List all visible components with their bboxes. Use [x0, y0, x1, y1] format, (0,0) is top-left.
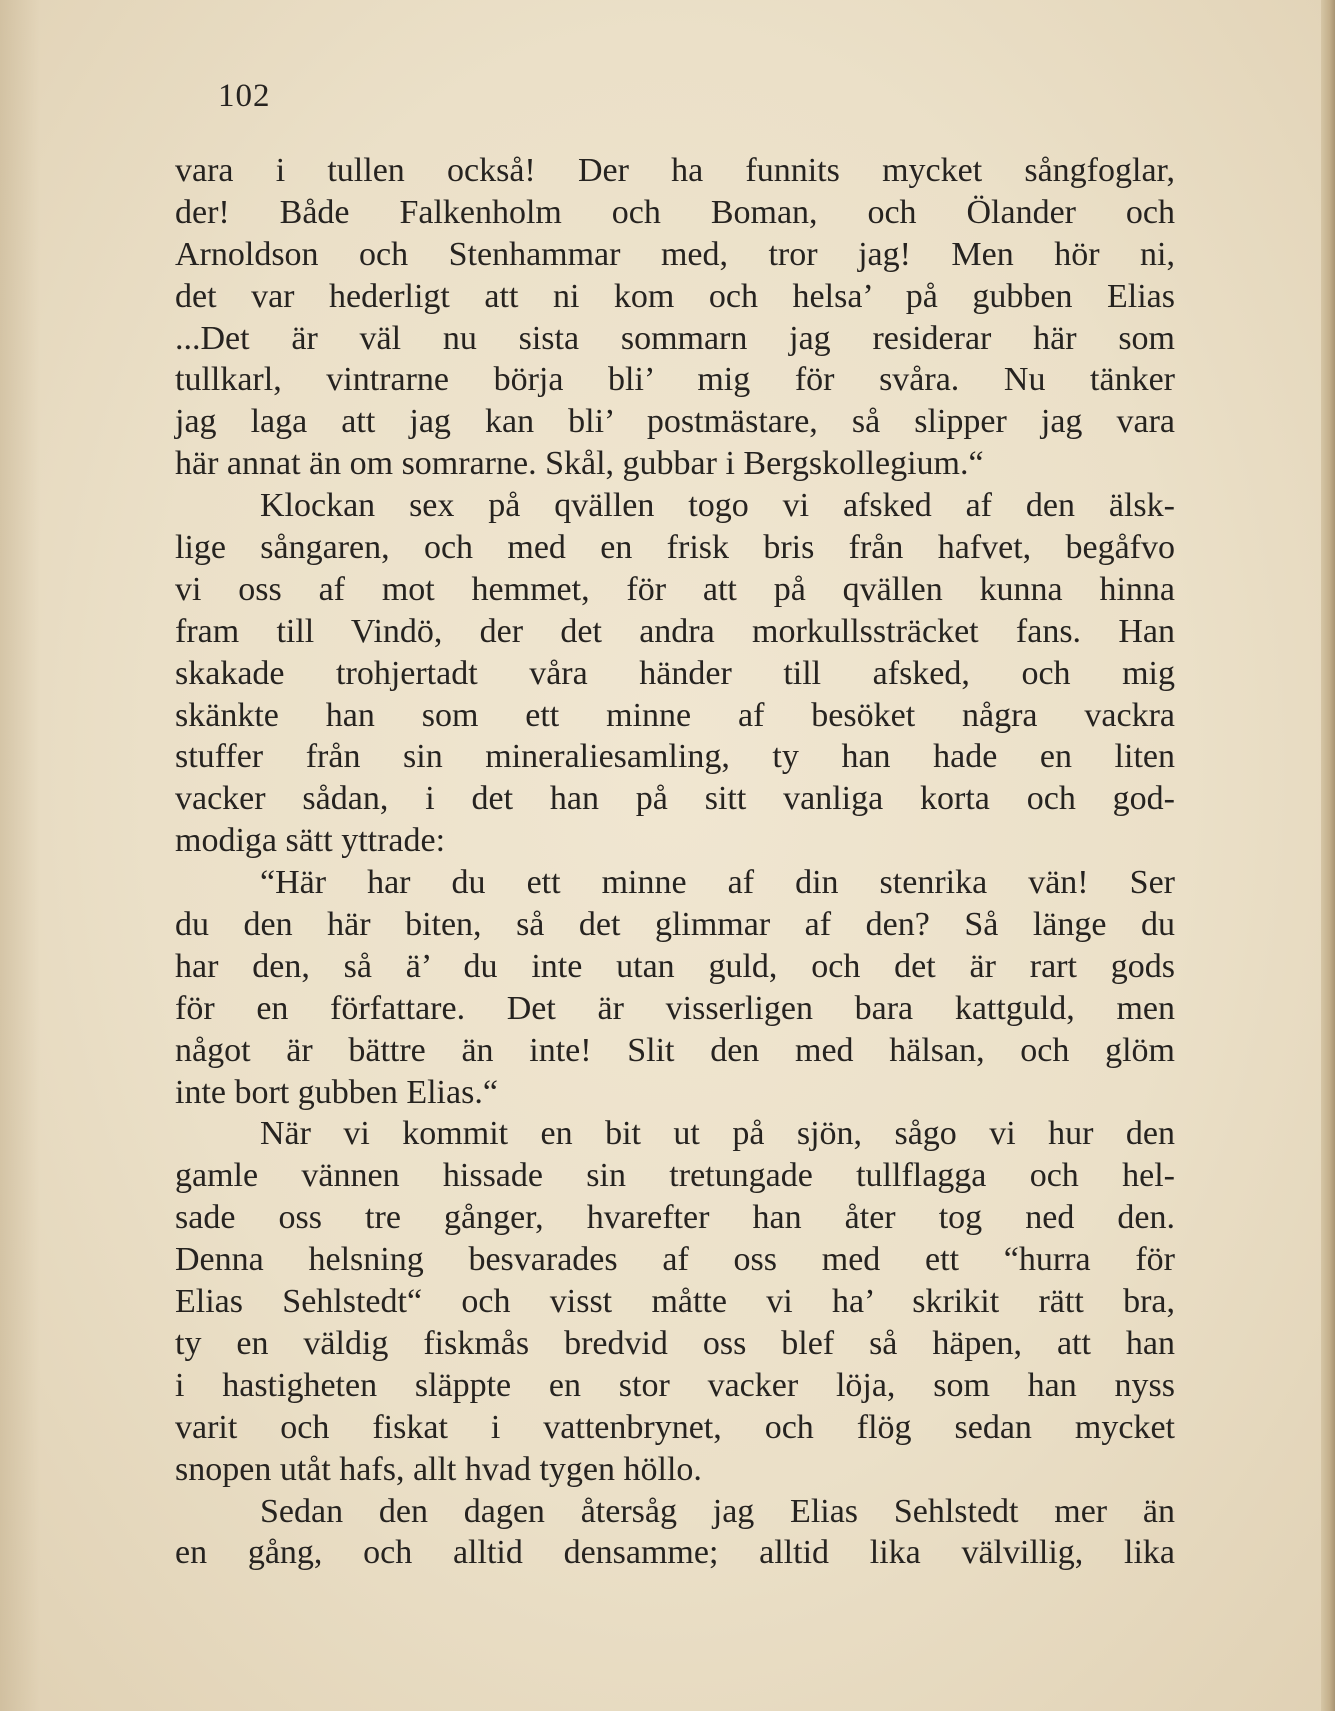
text-line: fram till Vindö, der det andra morkullssträcket fans. Han — [175, 612, 1175, 650]
page-edge — [1321, 0, 1335, 1711]
text-line: vi oss af mot hemmet, för att på qvällen kunna hinna — [175, 570, 1175, 608]
text-line: inte bort gubben Elias.“ — [175, 1073, 498, 1111]
text-line: tullkarl, vintrarne börja bli’ mig för svåra. Nu tänker — [175, 361, 1175, 399]
text-line: för en författare. Det är visserligen bara kattguld, men — [175, 989, 1175, 1027]
text-line: ...Det är väl nu sista sommarn jag residerar här som — [175, 319, 1175, 357]
text-line: Denna helsning besvarades af oss med ett “hurra för — [175, 1241, 1175, 1279]
text-line: sade oss tre gånger, hvarefter han åter tog ned den. — [175, 1199, 1175, 1237]
text-line: här annat än om somrarne. Skål, gubbar i Bergskollegium.“ — [175, 445, 984, 483]
text-line: modiga sätt yttrade: — [175, 822, 446, 860]
text-line: varit och fiskat i vattenbrynet, och flög sedan mycket — [175, 1408, 1175, 1446]
paragraph-start-line: När vi kommit en bit ut på sjön, sågo vi hur den — [260, 1115, 1175, 1153]
page-number: 102 — [218, 78, 271, 114]
text-line: du den här biten, så det glimmar af den? Så länge du — [175, 906, 1175, 944]
text-line: Arnoldson och Stenhammar med, tror jag! Men hör ni, — [175, 235, 1175, 273]
text-line: jag laga att jag kan bli’ postmästare, så slipper jag vara — [175, 403, 1175, 441]
text-line: gamle vännen hissade sin tretungade tullflagga och hel- — [175, 1157, 1175, 1195]
text-line: något är bättre än inte! Slit den med hälsan, och glöm — [175, 1031, 1175, 1069]
text-line: skakade trohjertadt våra händer till afsked, och mig — [175, 654, 1175, 692]
text-line: skänkte han som ett minne af besöket några vackra — [175, 696, 1175, 734]
gutter-shadow — [0, 0, 40, 1711]
paragraph-start-line: Sedan den dagen återsåg jag Elias Sehlstedt mer än — [260, 1492, 1175, 1530]
text-line: det var hederligt att ni kom och helsa’ på gubben Elias — [175, 277, 1175, 315]
text-line: en gång, och alltid densamme; alltid lika välvillig, lika — [175, 1534, 1175, 1572]
body-text — [175, 150, 1175, 1574]
text-line: ty en väldig fiskmås bredvid oss blef så häpen, att han — [175, 1324, 1175, 1362]
text-line: vara i tullen också! Der ha funnits mycket sångfoglar, — [175, 152, 1175, 189]
text-line: der! Både Falkenholm och Boman, och Ölander och — [175, 193, 1175, 231]
text-line: stuffer från sin mineraliesamling, ty han hade en liten — [175, 738, 1175, 776]
text-line: har den, så ä’ du inte utan guld, och det är rart gods — [175, 947, 1175, 985]
text-line: vacker sådan, i det han på sitt vanliga korta och god- — [175, 780, 1175, 818]
text-line: Elias Sehlstedt“ och visst måtte vi ha’ skrikit rätt bra, — [175, 1283, 1175, 1321]
text-line: lige sångaren, och med en frisk bris från hafvet, begåfvo — [175, 529, 1175, 567]
paragraph-start-line: Klockan sex på qvällen togo vi afsked af den älsk- — [260, 487, 1175, 525]
text-line: i hastigheten släppte en stor vacker löja, som han nyss — [175, 1366, 1175, 1404]
paragraph-start-line: “Här har du ett minne af din stenrika vän! Ser — [260, 864, 1175, 902]
text-line: snopen utåt hafs, allt hvad tygen höllo. — [175, 1450, 702, 1488]
